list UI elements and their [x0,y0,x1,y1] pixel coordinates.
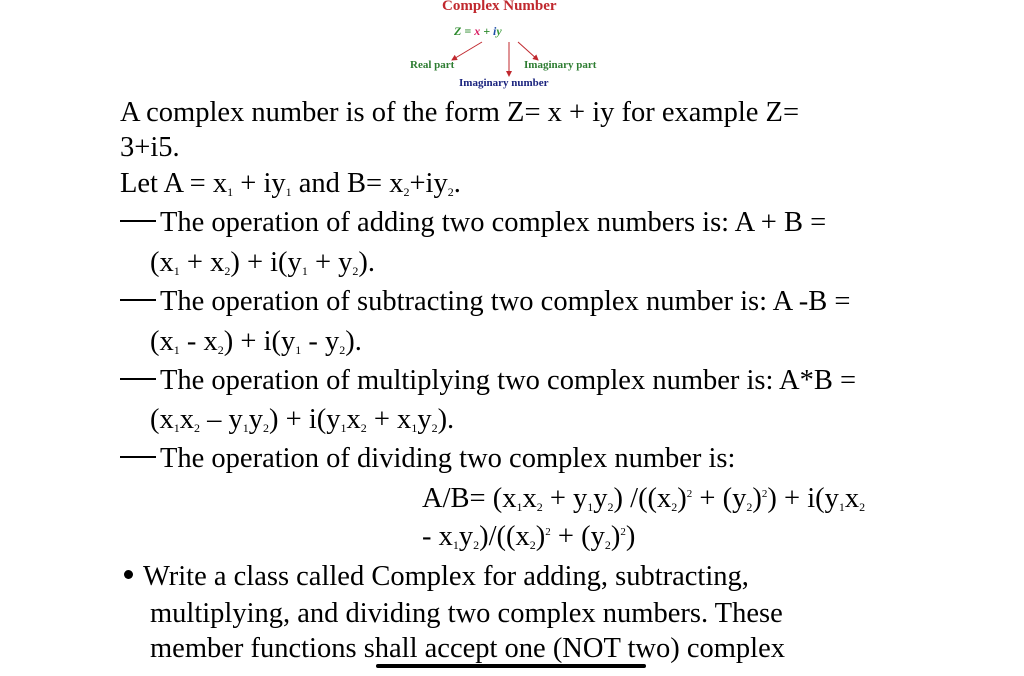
dash-bullet [120,456,156,458]
task-line-1: Write a class called Complex for adding, subtracting, [120,558,749,596]
div-formula-1: $A/B= (x_1x_2 + y_1y_2) /((x_2)^2 + (y_2)^2) + i(y_1x_2$ [422,483,866,514]
formula-eq: = [461,24,475,38]
let-line: Let $A = x_1 + iy_1$ and $B= x_2+iy_2$. [120,168,461,199]
arrow-to-imaginary-part [518,42,538,60]
arrow-to-real-part [452,42,482,60]
task-line-2: multiplying, and dividing two complex numbers. These [150,598,783,629]
underline-mark [376,664,646,668]
div-line-1: The operation of dividing two complex number is: [120,440,735,478]
sub-formula: $(x_1 - x_2) + i(y_1 - y_2)$. [150,326,362,357]
diagram-formula [454,24,502,39]
formula-i: i [493,24,497,38]
formula-x: x [474,24,481,38]
intro-line-2: 3+i5. [120,132,180,163]
diagram-title: Complex Number [442,0,557,14]
dash-bullet [120,220,156,222]
add-formula: $(x_1 + x_2) + i(y_1 + y_2)$. [150,247,376,278]
sub-line-1: The operation of subtracting two complex number is: A -B = [120,283,850,321]
real-part-label: Real part [410,59,455,71]
div-formula-2: - $x_1y_2)/((x_2)^2 + (y_2)^2)$ [422,521,636,552]
dash-bullet [120,299,156,301]
imaginary-number-label: Imaginary number [459,77,549,89]
dash-bullet [120,378,156,380]
mul-line-1: The operation of multiplying two complex number is: A*B = [120,362,856,400]
mul-formula: $(x_1x_2 - y_1y_2) + i(y_1x_2 + x_1y_2)$. [150,404,455,435]
intro-line-1: A complex number is of the form Z= x + iy for example Z= [120,97,800,128]
bullet-icon [124,570,133,579]
imaginary-part-label: Imaginary part [524,59,597,71]
task-line-3: member functions shall accept one (NOT two) complex [150,633,785,664]
add-line-1: The operation of adding two complex numbers is: A + B = [120,204,826,242]
complex-number-diagram [400,0,624,94]
formula-plus: + [480,24,494,38]
formula-z: Z [454,24,462,38]
formula-y: y [496,24,502,38]
